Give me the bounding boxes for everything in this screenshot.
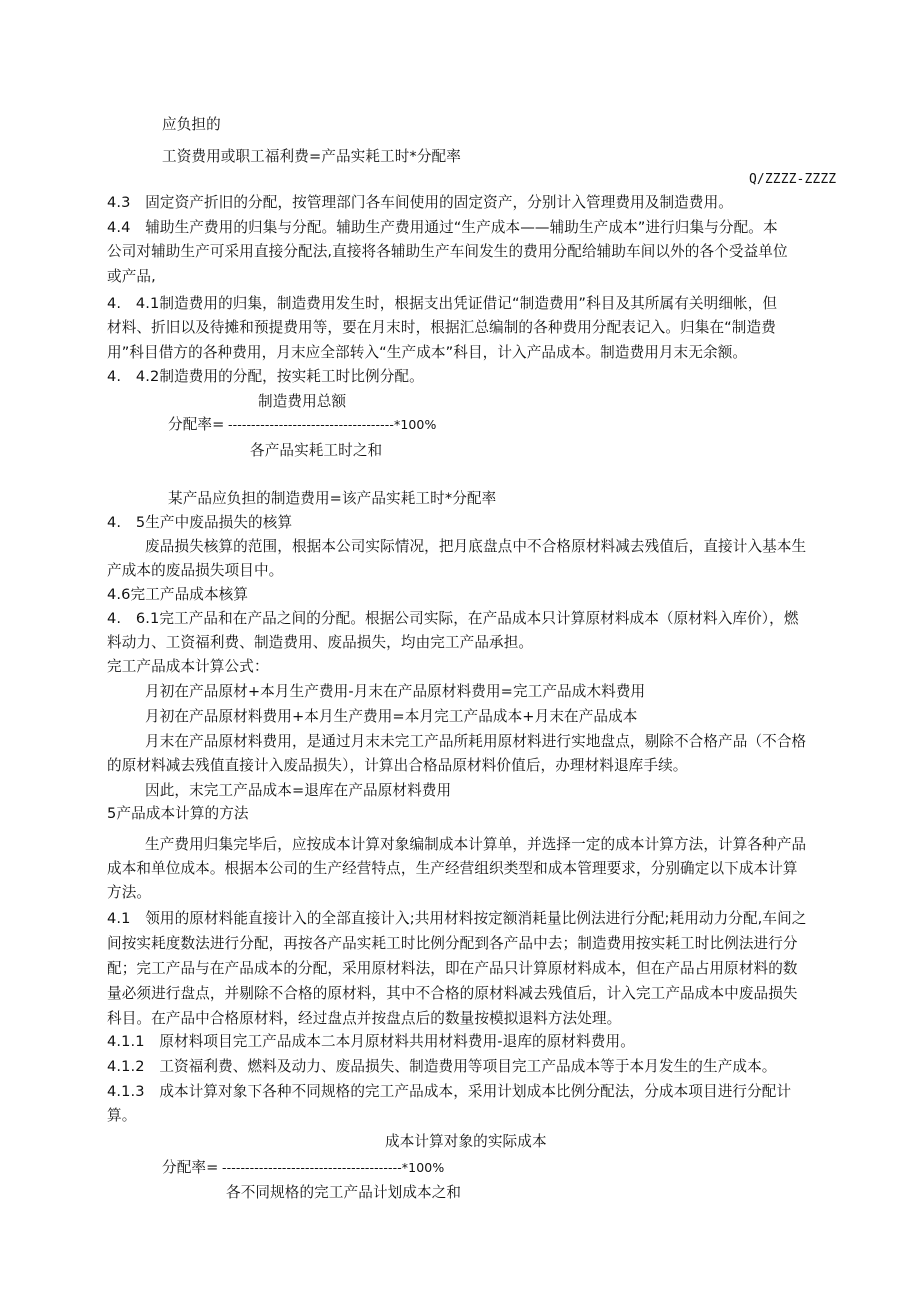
- formula-numerator: 制造费用总额: [258, 393, 347, 410]
- formula-fraction-line: ---------------------------------------*100%: [222, 1160, 445, 1175]
- text-line: 废品损失核算的范围，根据本公司实际情况，把月底盘点中不合格原材料减去残值后，直接计入基本生: [145, 538, 807, 555]
- text-line: 算。: [107, 1107, 137, 1124]
- text-line: 量必须进行盘点，并剔除不合格的原材料，其中不合格的原材料减去残值后，计入完工产品成本中废品损失: [107, 985, 798, 1002]
- formula-line: 月初在产品原材+本月生产费用-月末在产品原材料费用=完工产品成木料费用: [145, 683, 646, 700]
- formula-label: 分配率=: [168, 416, 225, 433]
- text-line: 因此，末完工产品成本=退库在产品原材料费用: [145, 782, 452, 799]
- document-code: Q/ZZZZ-ZZZZ: [749, 172, 837, 187]
- text-line: 完工产品成本计算公式：: [107, 658, 269, 675]
- text-line: 4.1.1 原材料项目完工产品成本二本月原材料共用材料费用-退库的原材料费用。: [107, 1033, 635, 1050]
- text-line: 某产品应负担的制造费用=该产品实耗工时*分配率: [168, 490, 497, 507]
- formula-numerator: 成本计算对象的实际成本: [385, 1133, 547, 1150]
- text-line: 或产品,: [107, 268, 156, 285]
- text-line: 产成本的废品损失项目中。: [107, 562, 284, 579]
- text-line: 4.1.3 成本计算对象下各种不同规格的完工产品成本，采用计划成本比例分配法，分成本项目进行分配计: [107, 1083, 792, 1100]
- text-line: 4.4 辅助生产费用的归集与分配。辅助生产费用通过“生产成本——辅助生产成本”进行归集与分配。本: [107, 219, 778, 236]
- text-line: 生产费用归集完毕后，应按成本计算对象编制成本计算单，并选择一定的成本计算方法，计算各种产品: [145, 836, 807, 853]
- text-line: 4. 4.2制造费用的分配，按实耗工时比例分配。: [107, 368, 424, 385]
- formula-label: 分配率=: [162, 1159, 219, 1176]
- text-line: 配；完工产品与在产品成本的分配，采用原材料法，即在产品只计算原材料成本，但在产品占用原材料的数: [107, 960, 798, 977]
- formula-line: 月初在产品原材料费用+本月生产费用=本月完工产品成本+月末在产品成本: [145, 708, 638, 725]
- text-line: 成本和单位成本。根据本公司的生产经营特点，生产经营组织类型和成本管理要求，分别确定以下成本计算: [107, 860, 798, 877]
- text-line: 材料、折旧以及待摊和预提费用等，要在月末时，根据汇总编制的各种费用分配表记入。归集在“制造费: [107, 319, 776, 336]
- text-line: 4. 6.1完工产品和在产品之间的分配。根据公司实际，在产品成本只计算原材料成本（原材料入库价），燃: [107, 610, 799, 627]
- text-line: 间按实耗度数法进行分配，再按各产品实耗工时比例分配到各产品中去；制造费用按实耗工时比例法进行分: [107, 935, 798, 952]
- text-line: 工资费用或职工福利费=产品实耗工时*分配率: [162, 148, 461, 165]
- text-line: 科目。在产品中合格原材料，经过盘点并按盘点后的数量按模拟退料方法处理。: [107, 1010, 622, 1027]
- text-line: 的原材料减去残值直接计入废品损失），计算出合格品原材料价值后，办理材料退库手续。: [107, 757, 688, 774]
- text-line: 料动力、工资福利费、制造费用、废品损失，均由完工产品承担。: [107, 634, 534, 651]
- text-line: 方法。: [107, 884, 152, 901]
- section-heading: 4. 5生产中废品损失的核算: [107, 514, 293, 531]
- section-heading: 5产品成本计算的方法: [107, 805, 249, 822]
- formula-fraction-line: ------------------------------------*100%: [228, 417, 437, 432]
- section-heading: 4.6完工产品成本核算: [107, 586, 249, 603]
- text-line: 用”科目借方的各种费用，月末应全部转入“生产成本”科目，计入产品成本。制造费用月末无余额。: [107, 344, 748, 361]
- text-line: 4.3 固定资产折旧的分配，按管理部门各车间使用的固定资产，分别计入管理费用及制造费用。: [107, 194, 733, 211]
- text-line: 4.1 领用的原材料能直接计入的全部直接计入;共用材料按定额消耗量比例法进行分配;耗用动力分配,车间之: [107, 910, 807, 927]
- text-line: 公司对辅助生产可采用直接分配法,直接将各辅助生产车间发生的费用分配给辅助车间以外的各个受益单位: [107, 243, 788, 260]
- text-line: 4. 4.1制造费用的归集，制造费用发生时，根据支出凭证借记“制造费用”科目及其所属有关明细帐，但: [107, 295, 778, 312]
- formula-denominator: 各不同规格的完工产品计划成本之和: [226, 1184, 462, 1201]
- text-line: 月末在产品原材料费用，是通过月末未完工产品所耗用原材料进行实地盘点，剔除不合格产品（不合格: [145, 733, 807, 750]
- text-line: 应负担的: [162, 116, 221, 133]
- text-line: 4.1.2 工资福利费、燃料及动力、废品损失、制造费用等项目完工产品成本等于本月发生的生产成本。: [107, 1058, 777, 1075]
- formula-denominator: 各产品实耗工时之和: [250, 442, 383, 459]
